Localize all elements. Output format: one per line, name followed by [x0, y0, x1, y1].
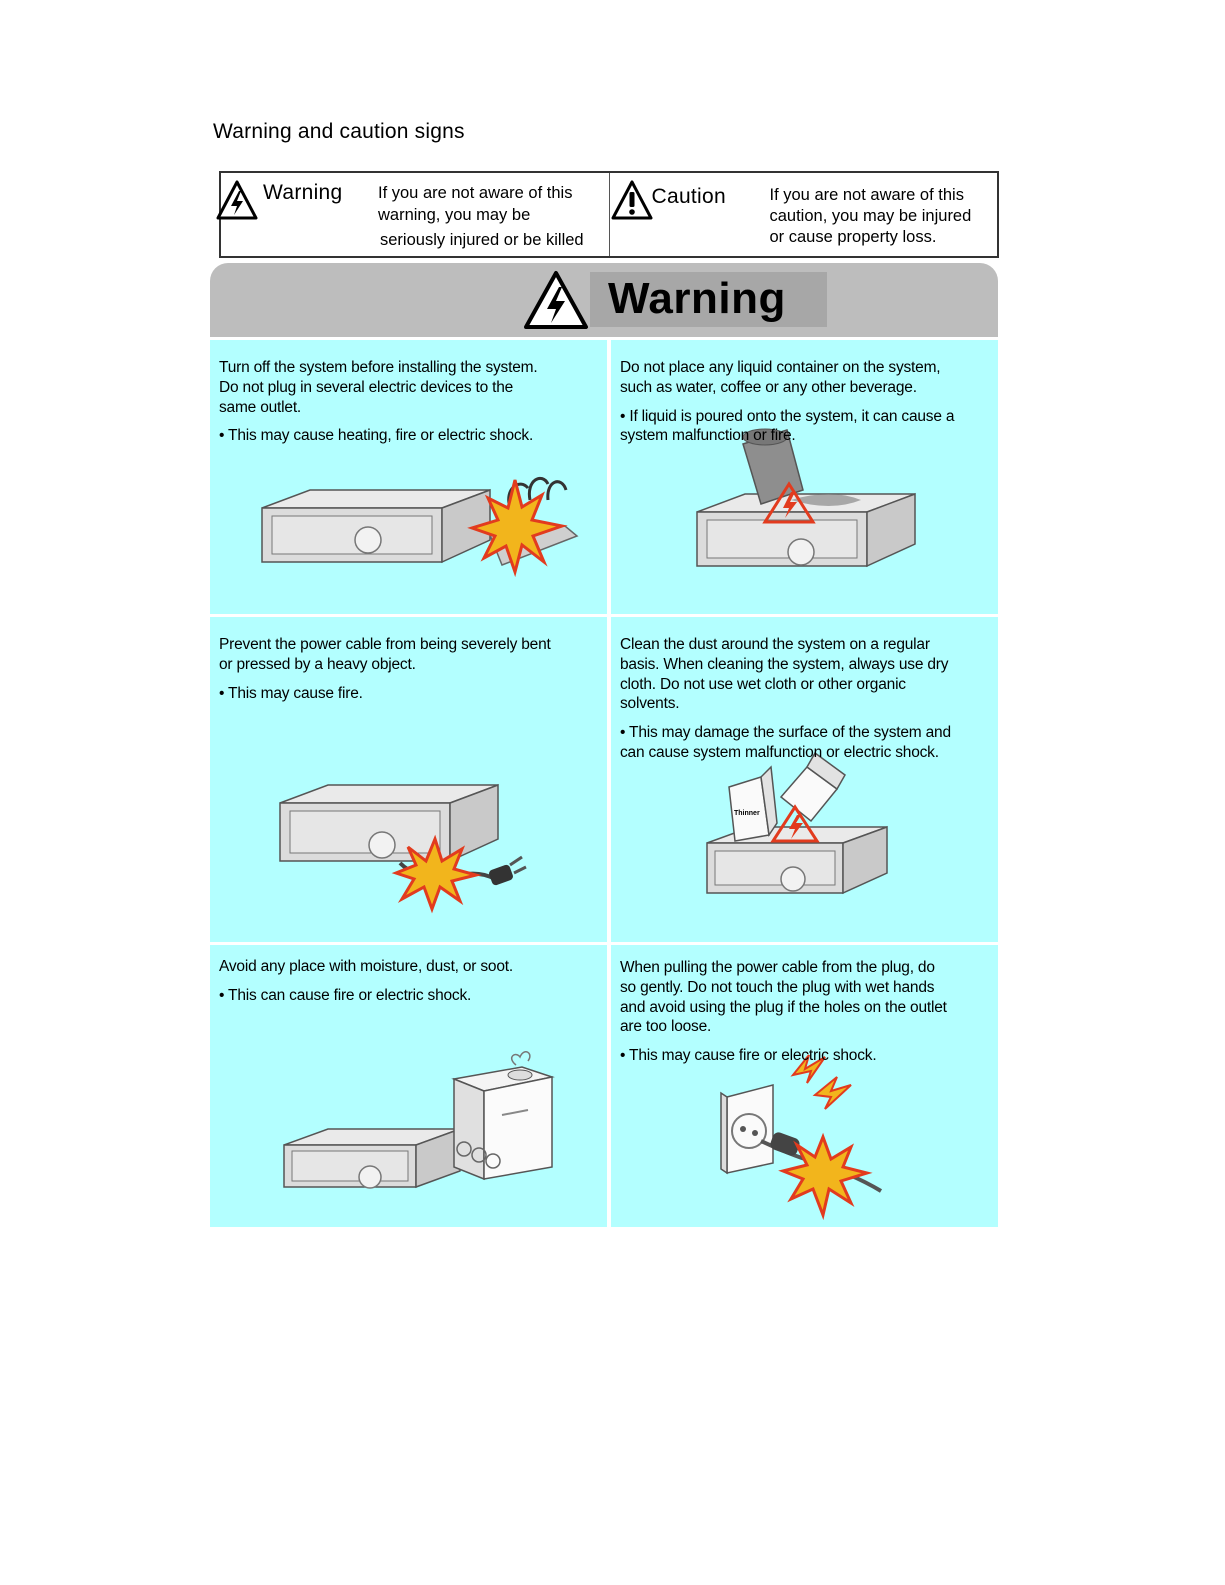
warning-card-moisture [210, 945, 607, 1227]
legend-caution [609, 173, 998, 256]
legend-caution-label: Caution [651, 185, 726, 208]
card-text: Avoid any place with moisture, dust, or soot. • This can cause fire or electric shock. [219, 957, 599, 1006]
card-note: • This may cause heating, fire or electric shock. [219, 427, 534, 445]
legend-warning [221, 173, 609, 256]
card-text: Clean the dust around the system on a regular basis. When cleaning the system, always use dry cloth. Do not use wet cloth or other organic solvents. • This may damage the surface of the system and can cause system malfunction or electric shock. [620, 635, 990, 763]
card-text: Prevent the power cable from being severely bent or pressed by a heavy object. • This may cause fire. [219, 635, 599, 703]
card-note: • This may damage the surface of the system and [620, 724, 951, 742]
card-note: • This may cause fire or electric shock. [620, 1047, 877, 1065]
sign-legend [219, 171, 999, 258]
section-title: Warning and caution signs [213, 120, 465, 143]
card-note: • This can cause fire or electric shock. [219, 986, 472, 1004]
thinner-can-label: Thinner [734, 810, 760, 817]
warning-triangle-icon [522, 269, 590, 331]
caution-triangle-icon [610, 179, 654, 221]
legend-caution-description: If you are not aware of this caution, you may be injured or cause property loss. [769, 186, 972, 246]
warning-card-outlet [210, 340, 607, 614]
warning-card-liquid [611, 340, 998, 614]
card-text: When pulling the power cable from the plug, do so gently. Do not touch the plug with wet hands and avoid using the plug if the holes on the outlet are too loose. • This may cause fire or electric shock. [620, 958, 990, 1066]
warning-card-power-cable [210, 617, 607, 942]
warning-card-cleaning [611, 617, 998, 942]
card-text: Do not place any liquid container on the system, such as water, coffee or any other beverage. • If liquid is poured onto the system, it can cause a system malfunction or fire. [620, 358, 990, 446]
warning-banner [210, 263, 998, 337]
card-note: • This may cause fire. [219, 684, 363, 702]
card-text: Turn off the system before installing the system. Do not plug in several electric devices to the same outlet. • This may cause heating, fire or electric shock. [219, 358, 599, 446]
legend-warning-description: If you are not aware of this warning, you may be seriously injured or be killed [378, 184, 584, 249]
warning-grid [210, 340, 998, 1227]
legend-warning-label: Warning [263, 181, 343, 204]
banner-title: Warning [608, 274, 786, 323]
warning-triangle-icon [215, 179, 259, 221]
warning-card-unplugging [611, 945, 998, 1227]
card-note: • If liquid is poured onto the system, it can cause a [620, 407, 955, 425]
